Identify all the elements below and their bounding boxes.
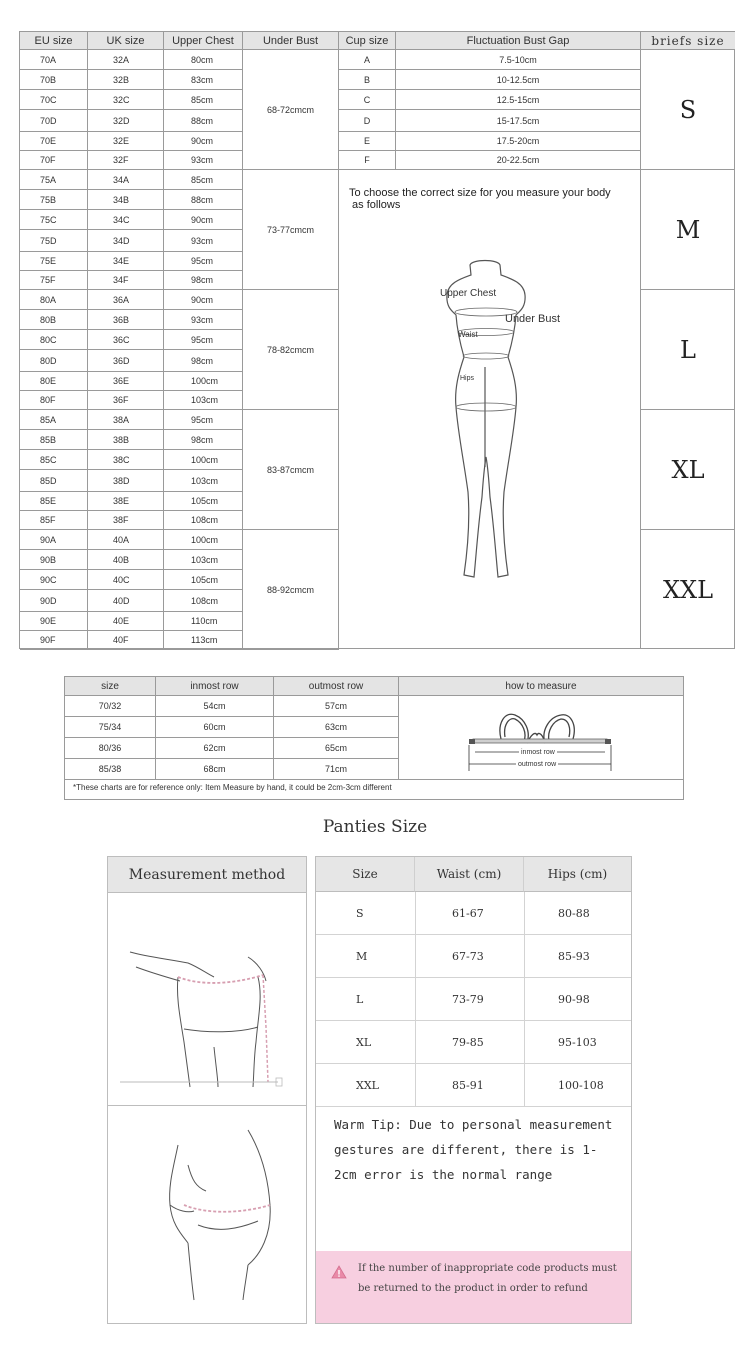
eu-size-cell: 75E <box>20 252 88 271</box>
panties-size-cell: L <box>356 978 416 1021</box>
uk-size-cell: 38F <box>88 511 164 530</box>
eu-size-cell: 70D <box>20 110 88 132</box>
panties-waist-cell: 61-67 <box>452 892 512 935</box>
uk-size-cell: 32D <box>88 110 164 132</box>
bust-gap-cell: 15-17.5cm <box>396 110 641 132</box>
label-waist: Waist <box>458 330 478 339</box>
body-figure <box>400 257 580 587</box>
refund-warning-box <box>316 1251 631 1323</box>
wire-size-cell: 75/34 <box>65 717 156 738</box>
uk-size-cell: 32E <box>88 132 164 151</box>
header-briefs-size: briefs size <box>641 32 735 50</box>
header-uk-size: UK size <box>88 32 164 50</box>
brief-size-cell: XXL <box>662 576 714 604</box>
upper-chest-cell: 85cm <box>164 90 243 110</box>
eu-size-cell: 85C <box>20 450 88 470</box>
upper-chest-cell: 100cm <box>164 372 243 391</box>
outmost-row-cell: 57cm <box>274 696 399 717</box>
uk-size-cell: 34D <box>88 230 164 252</box>
uk-size-cell: 40D <box>88 590 164 612</box>
uk-size-cell: 40B <box>88 550 164 570</box>
panties-hips-cell: 90-98 <box>558 978 628 1021</box>
eu-size-cell: 70A <box>20 50 88 70</box>
upper-chest-cell: 113cm <box>164 631 243 650</box>
uk-size-cell: 34C <box>88 210 164 230</box>
col-divider <box>524 892 525 1107</box>
eu-size-cell: 70F <box>20 151 88 170</box>
upper-chest-cell: 103cm <box>164 391 243 410</box>
upper-chest-cell: 95cm <box>164 252 243 271</box>
cup-size-cell: D <box>339 110 396 132</box>
header-upper-chest: Upper Chest <box>164 32 243 50</box>
cup-size-cell: B <box>339 70 396 90</box>
upper-chest-cell: 103cm <box>164 470 243 492</box>
eu-size-cell: 80F <box>20 391 88 410</box>
uk-size-cell: 32C <box>88 90 164 110</box>
brief-size-cell: M <box>641 170 735 290</box>
outmost-row-cell: 71cm <box>274 759 399 780</box>
uk-size-cell: 36D <box>88 350 164 372</box>
panties-title: Panties Size <box>322 817 428 837</box>
eu-size-cell: 90F <box>20 631 88 650</box>
bust-gap-cell: 10-12.5cm <box>396 70 641 90</box>
eu-size-cell: 90C <box>20 570 88 590</box>
label-hips: Hips <box>460 375 475 382</box>
measure-instruction-line-1: To choose the correct size for you measure your body <box>349 187 611 199</box>
warning-icon <box>331 1265 347 1279</box>
panties-waist-cell: 73-79 <box>452 978 512 1021</box>
bust-gap-cell: 17.5-20cm <box>396 132 641 151</box>
header-fluctuation-gap: Fluctuation Bust Gap <box>396 32 641 50</box>
panties-header-waist: Waist (cm) <box>415 857 524 892</box>
uk-size-cell: 36C <box>88 330 164 350</box>
panties-hips-cell: 95-103 <box>558 1021 628 1064</box>
uk-size-cell: 38C <box>88 450 164 470</box>
eu-size-cell: 80A <box>20 290 88 310</box>
eu-size-cell: 80E <box>20 372 88 391</box>
uk-size-cell: 40F <box>88 631 164 650</box>
eu-size-cell: 75B <box>20 190 88 210</box>
eu-size-cell: 85E <box>20 492 88 511</box>
waist-measure-illustration <box>118 917 298 1092</box>
panties-size-cell: XL <box>356 1021 416 1064</box>
uk-size-cell: 36F <box>88 391 164 410</box>
measure-instruction-line-2: as follows <box>349 199 401 211</box>
panties-header-hips: Hips (cm) <box>524 857 631 892</box>
method-header: Measurement method <box>108 857 306 893</box>
upper-chest-cell: 108cm <box>164 511 243 530</box>
upper-chest-cell: 100cm <box>164 530 243 550</box>
cup-size-cell: A <box>339 50 396 70</box>
panties-size-panel <box>315 856 632 1324</box>
hips-measure-illustration <box>148 1125 298 1305</box>
uk-size-cell: 32F <box>88 151 164 170</box>
uk-size-cell: 36E <box>88 372 164 391</box>
upper-chest-cell: 100cm <box>164 450 243 470</box>
uk-size-cell: 38E <box>88 492 164 511</box>
bust-gap-cell: 12.5-15cm <box>396 90 641 110</box>
diagram-label-outmost: outmost row <box>518 761 557 768</box>
uk-size-cell: 40A <box>88 530 164 550</box>
upper-chest-cell: 90cm <box>164 290 243 310</box>
eu-size-cell: 80D <box>20 350 88 372</box>
eu-size-cell: 75F <box>20 271 88 290</box>
measure-instruction <box>349 187 611 211</box>
eu-size-cell: 75C <box>20 210 88 230</box>
outmost-row-cell: 65cm <box>274 738 399 759</box>
eu-size-cell: 70E <box>20 132 88 151</box>
wire-header-how-to-measure: how to measure <box>399 677 683 696</box>
eu-size-cell: 90B <box>20 550 88 570</box>
upper-chest-cell: 83cm <box>164 70 243 90</box>
label-upper-chest: Upper Chest <box>440 288 497 299</box>
underwire-table <box>64 676 684 800</box>
uk-size-cell: 32A <box>88 50 164 70</box>
under-bust-cell: 73-77cmcm <box>243 170 339 290</box>
upper-chest-cell: 93cm <box>164 310 243 330</box>
cup-size-cell: C <box>339 90 396 110</box>
under-bust-cell: 68-72cmcm <box>243 50 339 170</box>
upper-chest-cell: 88cm <box>164 110 243 132</box>
wire-size-cell: 85/38 <box>65 759 156 780</box>
panties-size-cell: M <box>356 935 416 978</box>
panties-hips-cell: 80-88 <box>558 892 628 935</box>
row-divider <box>316 1106 631 1107</box>
eu-size-cell: 85B <box>20 430 88 450</box>
uk-size-cell: 38A <box>88 410 164 430</box>
upper-chest-cell: 95cm <box>164 330 243 350</box>
wire-size-cell: 70/32 <box>65 696 156 717</box>
upper-chest-cell: 98cm <box>164 350 243 372</box>
brief-size-cell: S <box>641 50 735 170</box>
upper-chest-cell: 93cm <box>164 230 243 252</box>
upper-chest-cell: 85cm <box>164 170 243 190</box>
panties-waist-cell: 79-85 <box>452 1021 512 1064</box>
eu-size-cell: 85A <box>20 410 88 430</box>
inmost-row-cell: 54cm <box>156 696 274 717</box>
panties-size-cell: S <box>356 892 416 935</box>
uk-size-cell: 38B <box>88 430 164 450</box>
inmost-row-cell: 62cm <box>156 738 274 759</box>
eu-size-cell: 70C <box>20 90 88 110</box>
uk-size-cell: 38D <box>88 470 164 492</box>
eu-size-cell: 85F <box>20 511 88 530</box>
cup-size-cell: E <box>339 132 396 151</box>
wire-header-size: size <box>65 677 156 696</box>
brief-size-cell: XL <box>641 410 735 530</box>
eu-size-cell: 90D <box>20 590 88 612</box>
panties-size-cell: XXL <box>356 1064 416 1107</box>
method-divider <box>108 1105 306 1106</box>
panties-hips-cell: 100-108 <box>558 1064 628 1107</box>
bra-size-table <box>19 31 735 649</box>
eu-size-cell: 75D <box>20 230 88 252</box>
upper-chest-cell: 98cm <box>164 271 243 290</box>
inmost-row-cell: 60cm <box>156 717 274 738</box>
uk-size-cell: 34E <box>88 252 164 271</box>
upper-chest-cell: 90cm <box>164 132 243 151</box>
uk-size-cell: 36A <box>88 290 164 310</box>
upper-chest-cell: 88cm <box>164 190 243 210</box>
eu-size-cell: 90E <box>20 612 88 631</box>
eu-size-cell: 70B <box>20 70 88 90</box>
under-bust-cell: 78-82cmcm <box>243 290 339 410</box>
panties-waist-cell: 85-91 <box>452 1064 512 1107</box>
eu-size-cell: 80B <box>20 310 88 330</box>
panties-hips-cell: 85-93 <box>558 935 628 978</box>
wire-header-outmost: outmost row <box>274 677 399 696</box>
wire-size-cell: 80/36 <box>65 738 156 759</box>
uk-size-cell: 40C <box>88 570 164 590</box>
brief-size-cell: L <box>641 290 735 410</box>
upper-chest-cell: 80cm <box>164 50 243 70</box>
upper-chest-cell: 90cm <box>164 210 243 230</box>
eu-size-cell: 90A <box>20 530 88 550</box>
uk-size-cell: 40E <box>88 612 164 631</box>
header-under-bust: Under Bust <box>243 32 339 50</box>
wire-header-inmost: inmost row <box>156 677 274 696</box>
panties-waist-cell: 67-73 <box>452 935 512 978</box>
eu-size-cell: 75A <box>20 170 88 190</box>
col-divider <box>415 892 416 1107</box>
bust-gap-cell: 7.5-10cm <box>396 50 641 70</box>
label-under-bust: Under Bust <box>505 313 561 325</box>
uk-size-cell: 34A <box>88 170 164 190</box>
inmost-row-cell: 68cm <box>156 759 274 780</box>
refund-warning-text: If the number of inappropriate code products must be returned to the product in order to refund <box>358 1263 617 1294</box>
under-bust-cell: 88-92cmcm <box>243 530 339 650</box>
reference-note: *These charts are for reference only: Item Measure by hand, it could be 2cm-3cm different <box>73 783 392 792</box>
upper-chest-cell: 105cm <box>164 492 243 511</box>
diagram-label-inmost: inmost row <box>521 749 555 756</box>
upper-chest-cell: 105cm <box>164 570 243 590</box>
upper-chest-cell: 110cm <box>164 612 243 631</box>
upper-chest-cell: 93cm <box>164 151 243 170</box>
warm-tip: Warm Tip: Due to personal measurement gestures are different, there is 1-2cm error is the normal range <box>334 1117 613 1182</box>
cup-size-cell: F <box>339 151 396 170</box>
uk-size-cell: 32B <box>88 70 164 90</box>
upper-chest-cell: 95cm <box>164 410 243 430</box>
uk-size-cell: 34B <box>88 190 164 210</box>
upper-chest-cell: 98cm <box>164 430 243 450</box>
eu-size-cell: 85D <box>20 470 88 492</box>
upper-chest-cell: 108cm <box>164 590 243 612</box>
upper-chest-cell: 103cm <box>164 550 243 570</box>
uk-size-cell: 34F <box>88 271 164 290</box>
bust-gap-cell: 20-22.5cm <box>396 151 641 170</box>
uk-size-cell: 36B <box>88 310 164 330</box>
panties-header-size: Size <box>316 857 415 892</box>
outmost-row-cell: 63cm <box>274 717 399 738</box>
measurement-method-panel <box>107 856 307 1324</box>
header-cup-size: Cup size <box>339 32 396 50</box>
under-bust-cell: 83-87cmcm <box>243 410 339 530</box>
eu-size-cell: 80C <box>20 330 88 350</box>
header-eu-size: EU size <box>20 32 88 50</box>
